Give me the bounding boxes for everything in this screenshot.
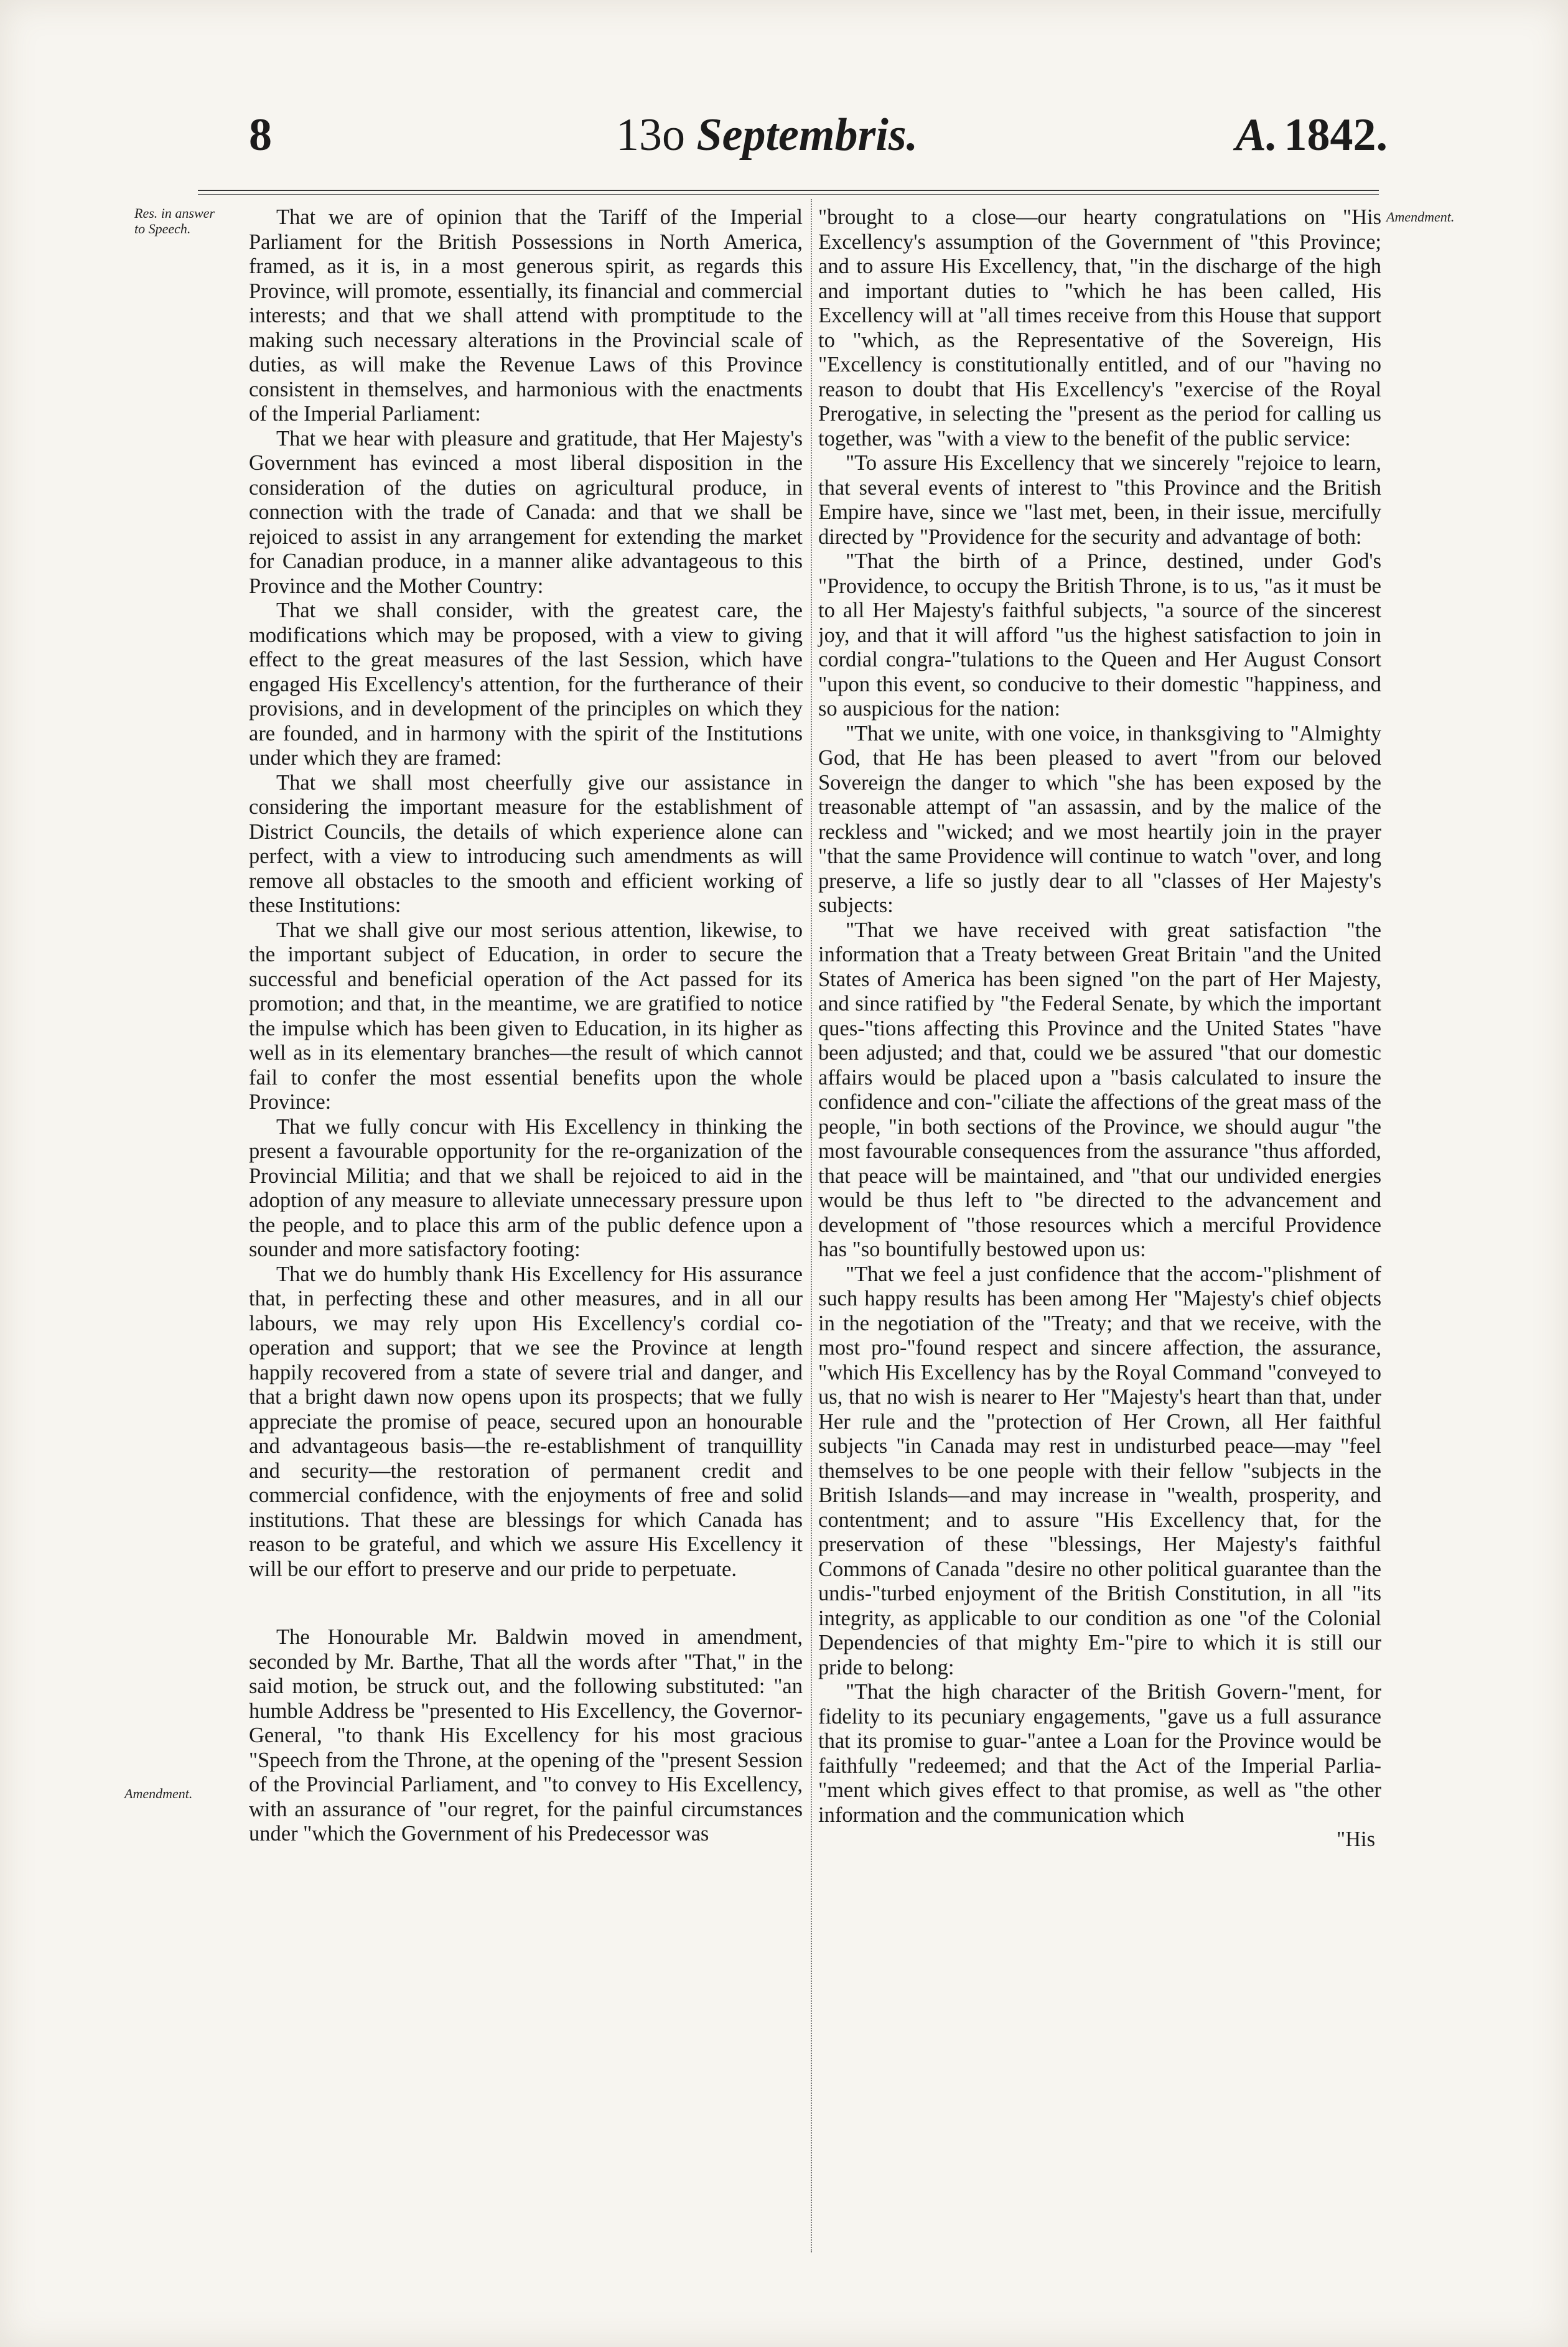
header-year (1236, 109, 1388, 162)
header-date-day: 13o (616, 110, 685, 161)
paragraph-confidence: "That we feel a just confidence that the accom-"plishment of such happy results has been among Her "Majesty's chief objects in the negotiation of the "Treaty; and that we receive, with the most pro-"found respect and sincere affection, the assurance, "which His Excellency has by the Royal Command "conveyed to us, that no wish is nearer to Her "Majesty's heart than that, under Her rule and the "protection of Her Crown, all Her faithful subjects "in Canada may rest in undisturbed peace—may "feel themselves to be one people with their fellow "subjects in the British Islands—and may increase in "wealth, prosperity, and contentment; and to assure "His Excellency that, for the preservation of these "blessings, Her Majesty's faithful Commons of Canada "desire no other political guarantee than the undis-"turbed enjoyment of the British Constitution, in all "its integrity, as applicable to our condition as one "of the Colonial Dependencies of that mighty Em-"pire to which it is still our pride to belong: (818, 1262, 1381, 1679)
paragraph-tariff: That we are of opinion that the Tariff of the Imperial Parliament for the British Possessions in North America, framed, as it is, in a most generous spirit, as regards this Province, will promote, essentially, its financial and commercial interests; and that we shall attend with promptitude to the making such necessary alterations in the Provincial scale of duties, as will make the Revenue Laws of this Province consistent in themselves, and harmonious with the enactments of the Imperial Parliament: (249, 205, 803, 426)
catchword: "His (1336, 1827, 1375, 1851)
paragraph-last-session-measures: That we shall consider, with the greatest care, the modifications which may be proposed, with a view to giving effect to the great measures of the last Session, which have engaged His Excellency's attention, for the furtherance of their provisions, and in development of the principles on which they are founded, and in harmony with the spirit of the Institutions under which they are framed: (249, 599, 803, 770)
right-column (818, 205, 1381, 1852)
paragraph-treaty: "That we have received with great satisfaction "the information that a Treaty between Great Britain "and the United States of America has been signed "on the part of Her Majesty, and since ratified by "the Federal Senate, by which the important ques-"tions affecting this Province and the United States "have been adjusted; and that, could we be assured "that our domestic affairs would be placed upon a "basis calculated to insure the confidence and con-"ciliate the affections of the great mass of the people, "in both sections of the Province, we should augur "the most favourable consequences from the assurance "thus afforded, that peace will be maintained, and "that our undivided energies would be thus left to "be directed to the advancement and development of "those resources which a merciful Providence has "so bountifully bestowed upon us: (818, 918, 1381, 1261)
paragraph-events-of-interest: "To assure His Excellency that we sincerely "rejoice to learn, that several events of interest to "this Province and the British Empire have, since we "last met, been, in their issue, mercifully directed by "Providence for the security and advantage of both: (818, 451, 1381, 549)
paragraph-loan: "That the high character of the British Govern-"ment, for fidelity to its pecuniary engagements, "gave us a full assurance that its promise to guar-"antee a Loan for the Province would be faithfully "redeemed; and that the Act of the Imperial Parlia-"ment which gives effect to that promise, as well as "the other information and the communication which (818, 1680, 1381, 1827)
paragraph-congratulations: "brought to a close—our hearty congratulations on "His Excellency's assumption of the Government of "this Province; and to assure His Excellency, that, "in the discharge of the high and important duties to "which he has been called, His Excellency will at "all times receive from this House that support to "which, as the Representative of the Sovereign, His "Excellency is constitutionally entitled, and of our "having no reason to doubt that His Excellency's "exercise of the Royal Prerogative, in selecting the "present as the period for calling us together, was "with a view to the benefit of the public service: (818, 205, 1381, 450)
paragraph-agricultural-produce: That we hear with pleasure and gratitude, that Her Majesty's Government has evinced a most liberal disposition in the consideration of the duties on agricultural produce, in connection with the trade of Canada: and that we shall be rejoiced to assist in any arrangement for extending the market for Canadian produce, in a manner alike advantageous to this Province and the Mother Country: (249, 426, 803, 598)
header-rule-thin (198, 194, 1379, 195)
paragraph-thanksgiving: "That we unite, with one voice, in thanksgiving to "Almighty God, that He has been pleased to avert "from our beloved Sovereign the danger to which "she has been exposed by the treasonable attempt of "an assassin, and by the malice of the reckless and "wicked; and we most heartily join in the prayer "that the same Providence will continue to watch "over, and long preserve, a life so justly dear to all "classes of Her Majesty's subjects: (818, 721, 1381, 917)
header-year-value: 1842. (1284, 110, 1388, 161)
paragraph-education: That we shall give our most serious attention, likewise, to the important subject of Education, in order to secure the successful and beneficial operation of the Act passed for its promotion; and that, in the meantime, we are gratified to notice the impulse which has been given to Education, in its higher as well as in its elementary branches—the result of which cannot fail to confer the most essential benefits upon the whole Province: (249, 918, 803, 1114)
margin-note-res-in-answer: Res. in answer to Speech. (134, 205, 215, 236)
paragraph-militia: That we fully concur with His Excellency in thinking the present a favourable opportunity for the re-organization of the Provincial Militia; and that we shall be rejoiced to aid in the adoption of any measure to alleviate unnecessary pressure upon the people, and to place this arm of the public defence upon a sounder and more satisfactory footing: (249, 1114, 803, 1261)
header-date-month: Septembris. (696, 110, 918, 161)
margin-note-amendment-right: Amendment. (1386, 209, 1455, 225)
header-date (616, 109, 918, 162)
paragraph-birth-of-prince: "That the birth of a Prince, destined, under God's "Providence, to occupy the British Throne, is to us, "as it must be to all Her Majesty's faithful subjects, "a source of the sincerest joy, and that it will afford "us the highest satisfaction to join in cordial congra-"tulations to the Queen and Her August Consort "upon this event, so conducive to their domestic "happiness, and so auspicious for the nation: (818, 549, 1381, 721)
column-divider (811, 199, 812, 2252)
paragraph-thanks: That we do humbly thank His Excellency for His assurance that, in perfecting these and other measures, and in all our labours, we may rely upon His Excellency's cordial co-operation and support; that we see the Province at length happily recovered from a state of severe trial and danger, and that a bright dawn now opens upon its prospects; that we fully appreciate the promise of peace, secured upon an honourable and advantageous basis—the re-establishment of tranquillity and security—the restoration of permanent credit and commercial confidence, with the enjoyments of free and solid institutions. That these are blessings for which Canada has reason to be grateful, and which we assure His Excellency it will be our effort to preserve and our pride to perpetuate. (249, 1262, 803, 1581)
header-rule (198, 190, 1379, 191)
margin-note-amendment-left: Amendment. (124, 1786, 193, 1801)
left-column (249, 205, 803, 1847)
header-year-prefix: A. (1235, 110, 1278, 161)
page-header (249, 109, 1388, 190)
paragraph-district-councils: That we shall most cheerfully give our assistance in considering the important measure for the establishment of District Councils, the details of which experience alone can perfect, with a view to introducing such amendments as will remove all obstacles to the smooth and efficient working of these Institutions: (249, 770, 803, 917)
page-number: 8 (249, 110, 272, 161)
paragraph-amendment-motion: The Honourable Mr. Baldwin moved in amendment, seconded by Mr. Barthe, That all the words after "That," in the said motion, be struck out, and the following substituted: "an humble Address be "presented to His Excellency, the Governor-General, "to thank His Excellency for his most gracious "Speech from the Throne, at the opening of the "present Session of the Provincial Parliament, and "to convey to His Excellency, with an assurance of "our regret, for the painful circumstances under "which the Government of his Predecessor was (249, 1625, 803, 1845)
